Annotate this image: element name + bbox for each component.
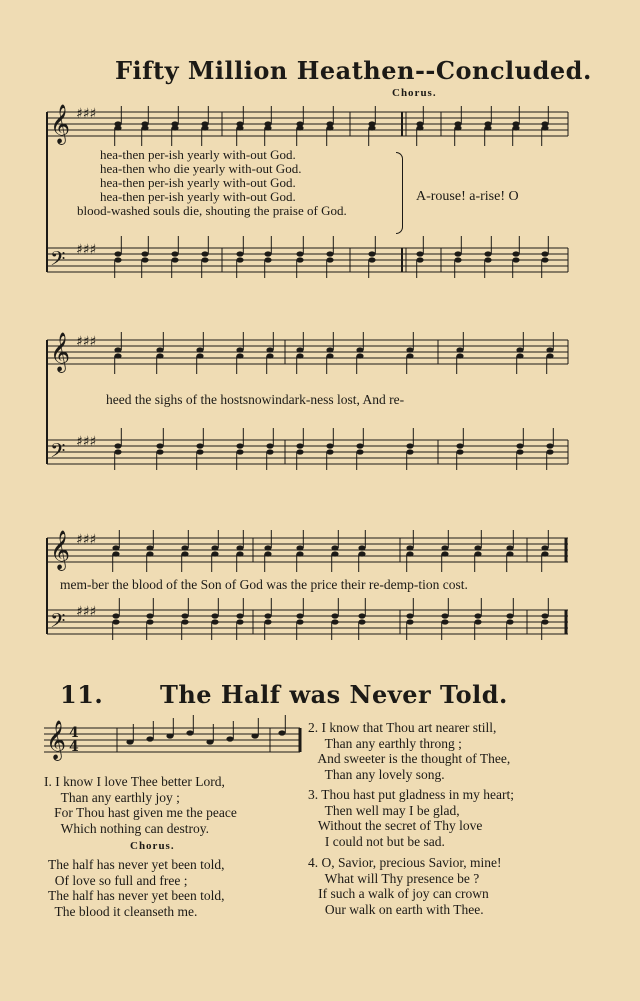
notehead [141,251,148,256]
notehead [441,545,448,550]
notehead [368,257,375,262]
notehead [296,619,303,624]
notehead [368,125,375,130]
svg-text:♯♯♯: ♯♯♯ [76,242,97,258]
notehead [236,347,243,352]
notehead [406,443,413,448]
notehead [156,347,163,352]
svg-text:♯♯♯: ♯♯♯ [76,334,97,350]
svg-text:𝄞: 𝄞 [46,720,67,760]
notehead [264,545,271,550]
notehead [541,257,548,262]
notehead [181,613,188,618]
notehead [201,251,208,256]
svg-text:4: 4 [69,725,79,741]
notehead [114,347,121,352]
lyric-line-2: heed the sighs of the hostsnowindark-ness lost, And re- [106,392,405,407]
notehead [506,545,513,550]
notehead [406,545,413,550]
notehead [456,449,463,454]
notehead [296,125,303,130]
notehead [516,347,523,352]
notehead [456,347,463,352]
notehead [146,545,153,550]
notehead [454,257,461,262]
svg-text:♯♯♯: ♯♯♯ [76,106,97,122]
hymn-title: The Half was Never Told. [160,680,508,709]
notehead [201,257,208,262]
verse-3: 3. Thou hast put gladness in my heart; Then well may I be glad, Without the secret of Thy love I could not but be sad. [308,787,514,849]
notehead [326,449,333,454]
chorus-label: Chorus. [392,87,437,99]
notehead [196,449,203,454]
notehead [114,251,121,256]
notehead [196,347,203,352]
notehead [236,551,243,556]
verse-4: 4. O, Savior, precious Savior, mine! What will Thy presence be ? If such a walk of joy can crown Our walk on earth with Thee. [308,855,502,917]
svg-text:𝄞: 𝄞 [50,332,71,372]
verse-lyrics [77,147,347,218]
notehead [156,443,163,448]
notehead [114,257,121,262]
notehead [296,449,303,454]
notehead [356,353,363,358]
notehead [326,443,333,448]
notehead [546,443,553,448]
notehead [541,125,548,130]
notehead [146,736,153,741]
notehead [512,125,519,130]
notehead [296,551,303,556]
notehead [201,125,208,130]
notehead [266,449,273,454]
svg-text:4: 4 [69,739,79,755]
notehead [456,353,463,358]
notehead [516,443,523,448]
lyric-line-3: mem-ber the blood of the Son of God was the price their re-demp-tion cost. [60,577,468,592]
notehead [356,443,363,448]
notehead [236,449,243,454]
lyric-line: hea-then per-ish yearly with-out God. [100,147,296,162]
notehead [484,251,491,256]
notehead [541,613,548,618]
notehead [114,125,121,130]
notehead [266,353,273,358]
notehead [146,613,153,618]
svg-text:♯♯♯: ♯♯♯ [76,604,97,620]
page-title: Fifty Million Heathen--Concluded. [115,56,592,85]
chorus-text: A-rouse! a-rise! O [416,189,519,204]
svg-text:𝄢: 𝄢 [50,609,66,637]
notehead [296,347,303,352]
verse-2: 2. I know that Thou art nearer still, Than any earthly throng ; And sweeter is the thought of Thee, Than any lovely song. [308,720,511,782]
notehead [326,347,333,352]
notehead [181,545,188,550]
notehead [416,125,423,130]
notehead [236,619,243,624]
notehead [541,619,548,624]
lyric-line: hea-then who die yearly with-out God. [100,161,302,176]
notehead [211,619,218,624]
notehead [112,551,119,556]
notehead [441,551,448,556]
notehead [416,251,423,256]
lyric-line: hea-then per-ish yearly with-out God. [100,189,296,204]
notehead [236,353,243,358]
verse-1: I. I know I love Thee better Lord, Than any earthly joy ; For Thou hast given me the peace Which nothing can destroy. [44,774,237,836]
notehead [146,619,153,624]
notehead [358,613,365,618]
notehead [196,353,203,358]
notehead [181,551,188,556]
notehead [296,251,303,256]
notehead [296,257,303,262]
notehead [541,251,548,256]
notehead [484,257,491,262]
notehead [171,257,178,262]
notehead [546,353,553,358]
notehead [474,613,481,618]
notehead [296,443,303,448]
notehead [114,353,121,358]
svg-text:𝄞: 𝄞 [50,530,71,570]
notehead [541,551,548,556]
notehead [114,443,121,448]
notehead [441,619,448,624]
lyric-line: hea-then per-ish yearly with-out God. [100,175,296,190]
notehead [358,619,365,624]
notehead [236,257,243,262]
notehead [516,449,523,454]
notehead [296,613,303,618]
notehead [358,545,365,550]
notehead [406,347,413,352]
notehead [406,613,413,618]
notehead [112,545,119,550]
notehead [546,347,553,352]
notehead [264,257,271,262]
notehead [474,619,481,624]
notehead [171,251,178,256]
notehead [264,125,271,130]
notehead [326,125,333,130]
notehead [236,613,243,618]
notehead [156,353,163,358]
notehead [326,353,333,358]
notehead [406,619,413,624]
notehead [331,613,338,618]
notehead [326,257,333,262]
notehead [211,613,218,618]
notehead [171,125,178,130]
notehead [211,545,218,550]
svg-text:𝄢: 𝄢 [50,439,66,467]
notehead [226,736,233,741]
notehead [126,739,133,744]
notehead [264,619,271,624]
notehead [358,551,365,556]
notehead [264,551,271,556]
hymn-number: 11. [60,680,104,709]
notehead [196,443,203,448]
notehead [278,730,285,735]
notehead [356,449,363,454]
notehead [506,613,513,618]
lyric-brace [396,152,403,234]
notehead [331,551,338,556]
lyric-line: blood-washed souls die, shouting the praise of God. [77,203,347,218]
notehead [266,347,273,352]
notehead [512,257,519,262]
chorus-label-2: Chorus. [130,840,175,852]
notehead [454,125,461,130]
notehead [512,251,519,256]
notehead [114,449,121,454]
notehead [331,545,338,550]
notehead [206,739,213,744]
notehead [541,545,548,550]
notehead [506,619,513,624]
notehead [441,613,448,618]
notehead [156,449,163,454]
notehead [236,251,243,256]
notehead [331,619,338,624]
notehead [181,619,188,624]
notehead [474,545,481,550]
notehead [356,347,363,352]
notehead [251,733,258,738]
notehead [368,251,375,256]
notehead [326,251,333,256]
bass-clef-icon: 𝄢 [50,247,66,275]
notehead [264,251,271,256]
chorus-verse: The half has never yet been told, Of love so full and free ; The half has never yet been told, The blood it cleanseth me. [48,857,225,919]
notehead [141,125,148,130]
notehead [416,257,423,262]
notehead [112,619,119,624]
notehead [406,353,413,358]
notehead [211,551,218,556]
notehead [406,449,413,454]
notehead [266,443,273,448]
notehead [484,125,491,130]
notehead [186,730,193,735]
notehead [236,125,243,130]
notehead [296,545,303,550]
notehead [146,551,153,556]
svg-text:♯♯♯: ♯♯♯ [76,532,97,548]
notehead [474,551,481,556]
notehead [516,353,523,358]
notehead [454,251,461,256]
notehead [456,443,463,448]
notehead [546,449,553,454]
notehead [296,353,303,358]
notehead [112,613,119,618]
notehead [264,613,271,618]
notehead [166,733,173,738]
treble-clef-icon: 𝄞 [50,104,71,144]
notehead [236,545,243,550]
notehead [506,551,513,556]
notehead [236,443,243,448]
notehead [141,257,148,262]
svg-text:♯♯♯: ♯♯♯ [76,434,97,450]
notehead [406,551,413,556]
